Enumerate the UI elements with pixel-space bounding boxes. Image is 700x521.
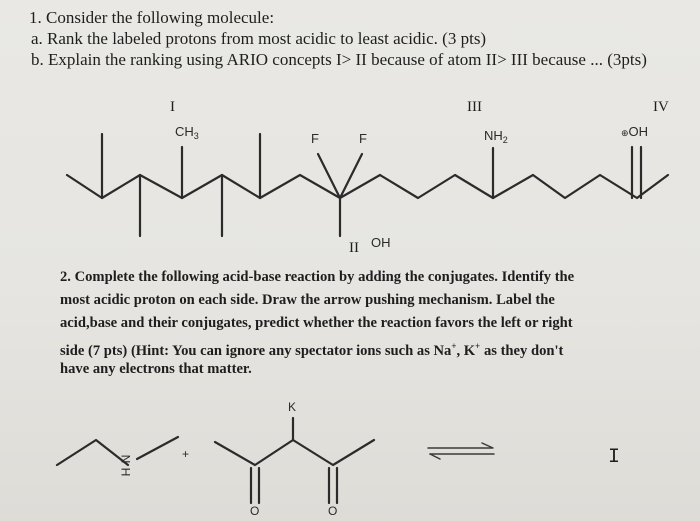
proton-label-III: III [467, 99, 482, 115]
amide-nitrogen: N [118, 454, 133, 464]
positive-charge-icon: ⊕ [621, 128, 629, 138]
question-2-line-1: 2. Complete the following acid-base reaction by adding the conjugates. Identify the [60, 269, 575, 285]
carbonyl-oxygen-right: O [328, 504, 338, 518]
ch3-group: $CH_3$ [175, 124, 199, 141]
product-label-I: I [608, 446, 621, 469]
carbonyl-oxygen-left: O [250, 504, 260, 518]
question-2-line-5: have any electrons that matter. [60, 361, 252, 377]
question-2-line-4: side (7 pts) (Hint: You can ignore any spectator ions such as Na+, K+ as they don't [60, 341, 564, 359]
question-1b: b. Explain the ranking using ARIO concepts I> II because of atom II> III because ... (3pts) [31, 50, 647, 69]
nh2-group: $NH_2$ [484, 128, 508, 145]
protonated-oh-group: ⊕OH [621, 124, 649, 139]
question-1-title: 1. Consider the following molecule: [29, 8, 275, 27]
question-2-line-2: most acidic proton on each side. Draw the arrow pushing mechanism. Label the [60, 292, 555, 308]
proton-label-I: I [170, 99, 175, 115]
proton-label-II: II [349, 240, 359, 256]
proton-label-K: K [288, 400, 297, 414]
amide-hydrogen: H [118, 467, 133, 477]
question-1a: a. Rank the labeled protons from most acidic to least acidic. (3 pts) [31, 29, 487, 48]
fluorine-left: F [311, 131, 319, 146]
plus-sign: + [182, 447, 190, 461]
molecule-1-bonds [67, 134, 668, 236]
question-2-line-3: acid,base and their conjugates, predict whether the reaction favors the left or right [60, 315, 573, 331]
proton-label-IV: IV [653, 99, 669, 115]
hydroxyl-group: OH [371, 235, 391, 250]
fluorine-right: F [359, 131, 367, 146]
